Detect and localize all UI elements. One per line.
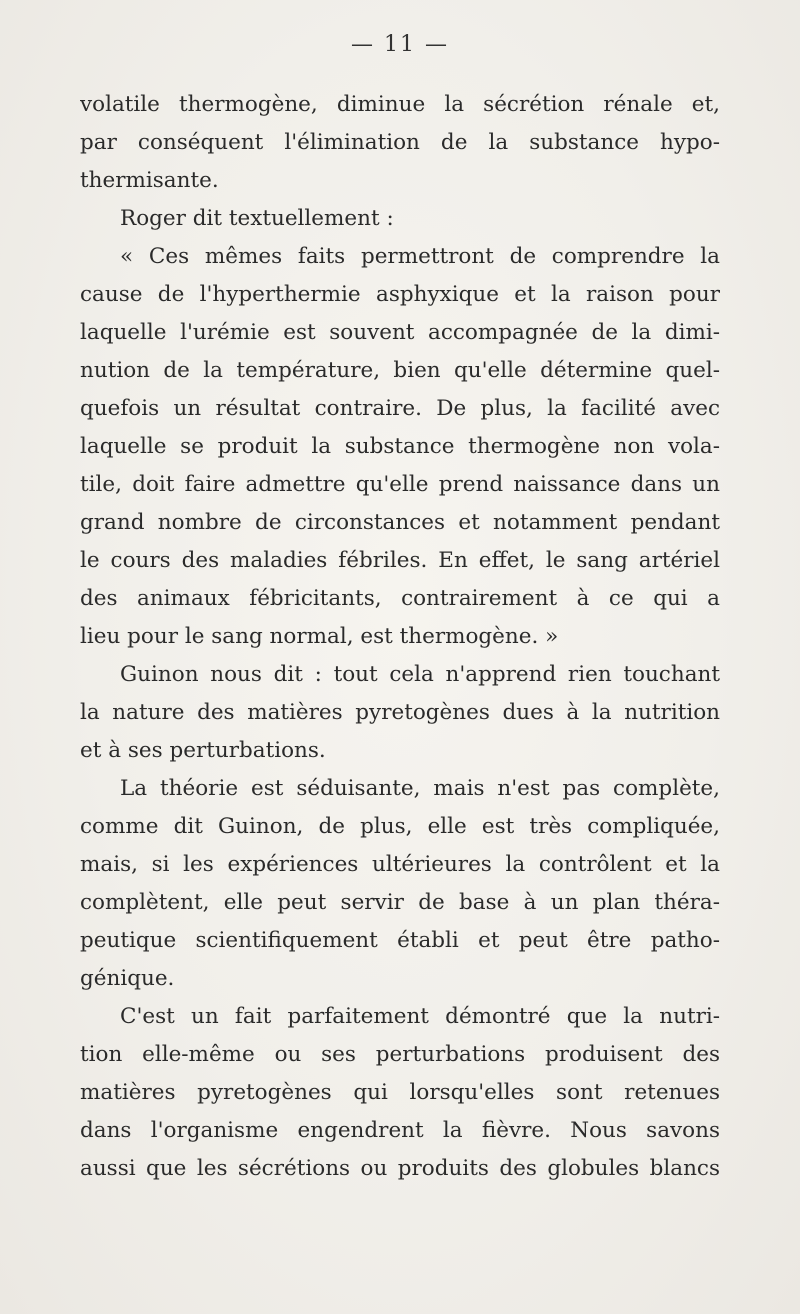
- text-line: La théorie est séduisante, mais n'est pas complète,: [120, 776, 720, 801]
- page-number: — 11 —: [351, 32, 449, 57]
- text-line: C'est un fait parfaitement démontré que la nutri-: [120, 1004, 720, 1029]
- text-line: quefois un résultat contraire. De plus, la facilité avec: [80, 396, 720, 421]
- text-line: Roger dit textuellement :: [120, 206, 394, 231]
- text-line: Guinon nous dit : tout cela n'apprend rien touchant: [120, 662, 720, 687]
- text-line: la nature des matières pyretogènes dues à la nutrition: [80, 700, 720, 725]
- text-line: dans l'organisme engendrent la fièvre. Nous savons: [80, 1118, 720, 1143]
- text-line: nution de la température, bien qu'elle détermine quel-: [80, 358, 720, 383]
- text-line: peutique scientifiquement établi et peut être patho-: [80, 928, 720, 953]
- text-line: volatile thermogène, diminue la sécrétion rénale et,: [80, 92, 720, 117]
- text-line: laquelle l'urémie est souvent accompagnée de la dimi-: [80, 320, 720, 345]
- text-line: cause de l'hyperthermie asphyxique et la raison pour: [80, 282, 720, 307]
- text-line: « Ces mêmes faits permettront de comprendre la: [120, 244, 720, 269]
- text-line: lieu pour le sang normal, est thermogène. »: [80, 624, 559, 649]
- text-line: laquelle se produit la substance thermogène non vola-: [80, 434, 720, 459]
- text-line: mais, si les expériences ultérieures la contrôlent et la: [80, 852, 720, 877]
- body-text: [80, 86, 720, 1188]
- text-line: comme dit Guinon, de plus, elle est très compliquée,: [80, 814, 720, 839]
- text-line: tion elle-même ou ses perturbations produisent des: [80, 1042, 720, 1067]
- text-line: génique.: [80, 966, 175, 991]
- text-line: matières pyretogènes qui lorsqu'elles sont retenues: [80, 1080, 720, 1105]
- text-line: tile, doit faire admettre qu'elle prend naissance dans un: [80, 472, 720, 497]
- text-line: aussi que les sécrétions ou produits des globules blancs: [80, 1156, 720, 1181]
- text-line: le cours des maladies fébriles. En effet, le sang artériel: [80, 548, 720, 573]
- text-line: et à ses perturbations.: [80, 738, 326, 763]
- text-line: complètent, elle peut servir de base à un plan théra-: [80, 890, 720, 915]
- text-line: thermisante.: [80, 168, 219, 193]
- text-line: des animaux fébricitants, contrairement à ce qui a: [80, 586, 720, 611]
- text-line: grand nombre de circonstances et notamment pendant: [80, 510, 720, 535]
- text-line: par conséquent l'élimination de la substance hypo-: [80, 130, 720, 155]
